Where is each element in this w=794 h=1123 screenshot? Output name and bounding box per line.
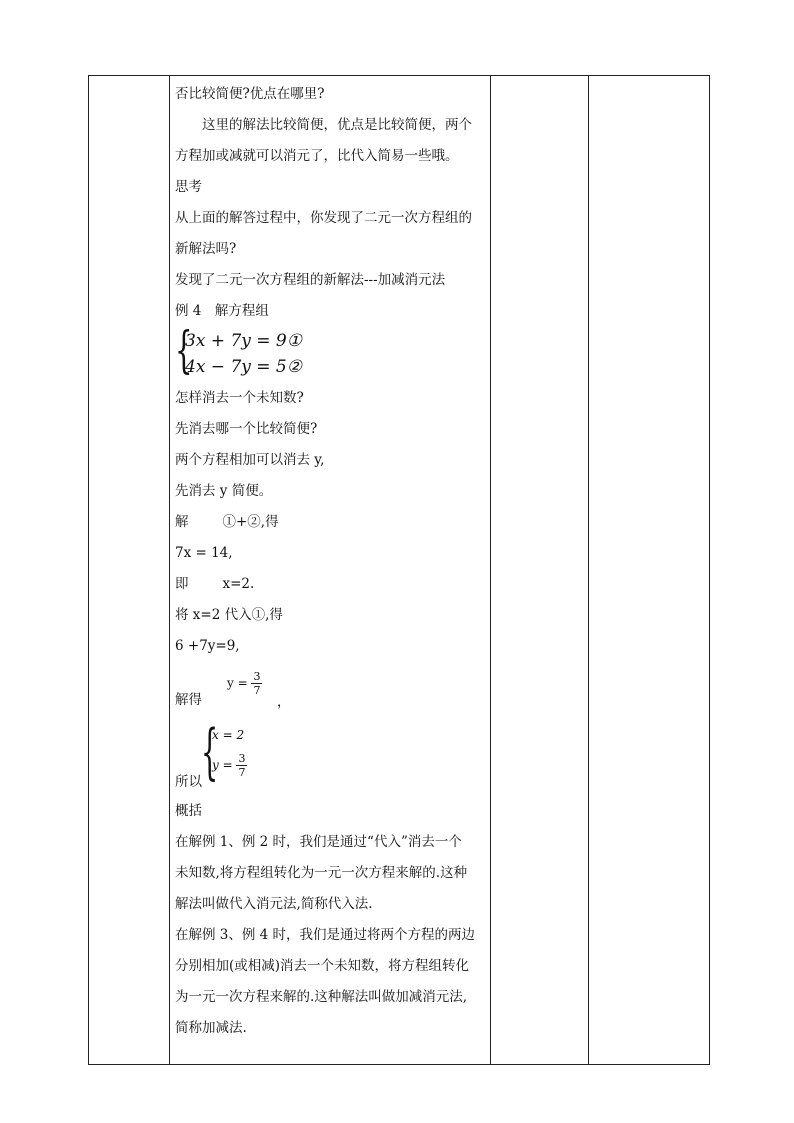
y-expression [227, 670, 262, 697]
text-line: 将 x=2 代入①,得 [175, 607, 283, 623]
fraction [236, 752, 247, 779]
comma: ， [277, 694, 291, 710]
result-y [212, 752, 247, 779]
text-line: 发现了二元一次方程组的新解法---加减消元法 [175, 272, 446, 288]
empty-column-cell [589, 76, 710, 1065]
left-column-cell [89, 76, 170, 1065]
result-y-lhs: y = [212, 758, 233, 772]
text-line: 新解法吗? [175, 241, 237, 257]
text-value: x=2. [222, 576, 255, 592]
lesson-table [88, 75, 710, 1065]
result-label: 所以 [175, 774, 202, 790]
denominator: 7 [253, 684, 261, 697]
section-heading-think: 思考 [175, 179, 202, 195]
empty-column-cell [491, 76, 589, 1065]
text-line: 在解例 1、例 2 时，我们是通过“代入”消去一个 [175, 834, 462, 850]
numerator: 3 [253, 670, 261, 683]
solution-step: ①+②,得 [222, 514, 279, 530]
text-line: 6 +7y=9, [175, 638, 240, 654]
left-brace-icon: { [201, 717, 219, 787]
example-heading: 例 4 解方程组 [175, 303, 269, 319]
equation-2: 4x − 7y = 5② [185, 357, 302, 377]
equation-system [175, 321, 485, 383]
numerator: 3 [238, 752, 246, 765]
text-line: 简称加减法. [175, 1020, 247, 1036]
solve-label: 解得 [175, 692, 202, 708]
solution-line [175, 507, 485, 538]
text-line: 解法叫做代入消元法,简称代入法. [175, 896, 373, 912]
text-line: 未知数,将方程组转化为一元一次方程来解的.这种 [175, 865, 468, 881]
text-line: 这里的解法比较简便，优点是比较简便，两个 [202, 117, 472, 133]
section-heading-summary: 概括 [175, 803, 202, 819]
solution-label: 解 [175, 514, 189, 530]
text-line: 从上面的解答过程中，你发现了二元一次方程组的 [175, 210, 472, 226]
text-line [175, 569, 485, 600]
result-system [175, 717, 485, 796]
equation-1: 3x + 7y = 9① [185, 331, 302, 351]
text-line: 分别相加(或相减)消去一个未知数，将方程组转化 [175, 958, 470, 974]
text-line: 方程加或减就可以消元了，比代入简易一些哦。 [175, 148, 459, 164]
text-label: 即 [175, 576, 189, 592]
text-line: 两个方程相加可以消去 y, [175, 452, 325, 468]
text-line: 先消去哪一个比较简便? [175, 421, 318, 437]
result-x: x = 2 [212, 728, 245, 742]
fraction [251, 670, 262, 697]
left-brace-icon: { [175, 321, 193, 379]
solve-y-row [175, 662, 485, 720]
text-line: 否比较简便?优点在哪里? [175, 86, 325, 102]
denominator: 7 [238, 766, 246, 779]
text-line: 怎样消去一个未知数? [175, 390, 304, 406]
text-line: 为一元一次方程来解的.这种解法叫做加减消元法, [175, 989, 468, 1005]
text-line: 先消去 y 简便。 [175, 483, 273, 499]
text-line: 在解例 3、例 4 时，我们是通过将两个方程的两边 [175, 927, 476, 943]
text-line: 7x = 14, [175, 545, 233, 561]
content-cell [170, 76, 491, 1065]
y-lhs: y = [227, 676, 248, 690]
